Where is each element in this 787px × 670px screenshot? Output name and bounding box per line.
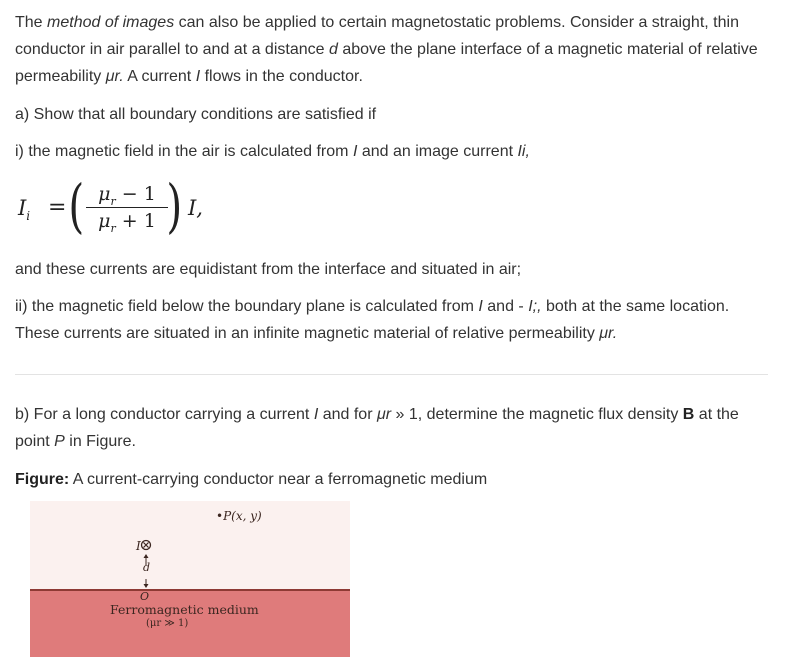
equation-equals: = bbox=[48, 195, 67, 220]
ferromagnetic-figure bbox=[30, 501, 350, 657]
equation-lhs: $I_i$ bbox=[18, 196, 31, 224]
current-out-of-page-icon bbox=[140, 539, 152, 551]
equidistant-text: and these currents are equidistant from the interface and situated in air; bbox=[15, 261, 522, 278]
part-a-heading: a) Show that all boundary conditions are satisfied if bbox=[15, 106, 377, 123]
equation-fraction bbox=[84, 182, 170, 233]
part-a-i-text: i) the magnetic field in the air is calculated from I and an image current Ii, bbox=[15, 143, 530, 160]
point-p-label: •P(x, y) bbox=[216, 509, 262, 523]
medium-label: Ferromagnetic medium bbox=[110, 602, 259, 617]
part-a-ii-text: ii) the magnetic field below the boundary plane is calculated from I and - I;, both at the same location. These currents are situated in an infinite magnetic material of relative permeability μr. bbox=[15, 298, 730, 342]
equation-denominator: $\mu_r + 1$ bbox=[98, 210, 156, 235]
equation-numerator: $\mu_r - 1$ bbox=[98, 183, 156, 208]
section-divider bbox=[15, 374, 768, 375]
figure-caption: Figure: A current-carrying conductor near a ferromagnetic medium bbox=[15, 471, 488, 488]
distance-label: d bbox=[143, 561, 151, 574]
equation-rhs: I, bbox=[188, 196, 203, 220]
image-current-equation bbox=[18, 172, 218, 240]
medium-condition-label: (μr ≫ 1) bbox=[146, 618, 189, 629]
fraction-bar bbox=[86, 207, 168, 208]
equation-right-paren: ) bbox=[166, 172, 183, 240]
equation-left-paren: ( bbox=[68, 172, 85, 240]
intro-paragraph: The method of images can also be applied to certain magnetostatic problems. Consider a straight, thin conductor in air parallel to and at a distance d above the plane interface of a magnetic material of relative permeability μr. A current I flows in the conductor. bbox=[15, 14, 758, 85]
part-b-text: b) For a long conductor carrying a current I and for μr » 1, determine the magnetic flux density B at the point P in Figure. bbox=[15, 406, 739, 450]
origin-label: O bbox=[140, 590, 150, 603]
current-label: I bbox=[136, 539, 141, 553]
ferromagnetic-medium-region bbox=[30, 589, 350, 657]
